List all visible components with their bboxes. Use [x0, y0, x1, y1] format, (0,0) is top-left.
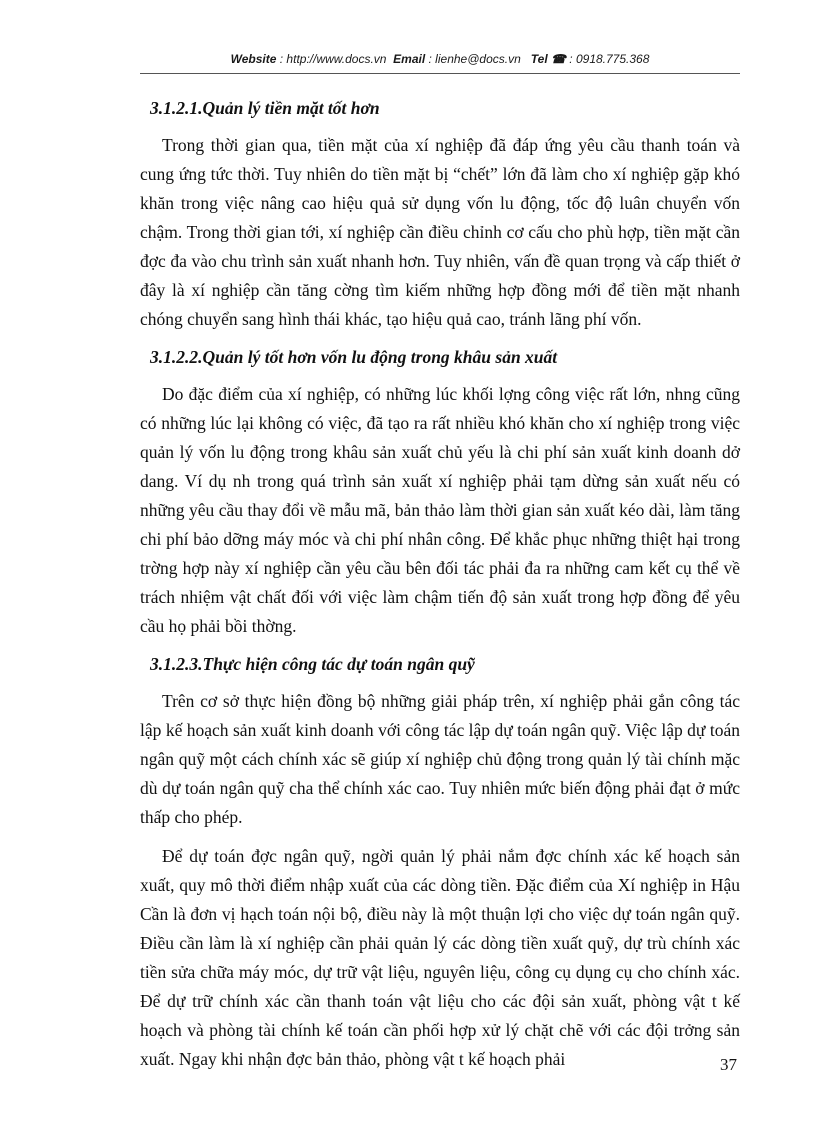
section-3-paragraph-1: Trên cơ sở thực hiện đồng bộ những giải pháp trên, xí nghiệp phải gắn công tác lập kế hoạch sản xuất kinh doanh với công tác lập dự toán ngân quỹ. Việc lập dự toán ngân quỹ một cách chính xác sẽ giúp xí nghiệp chủ động trong quản lý tài chính mặc dù dự toán ngân quỹ cha thể chính xác cao. Tuy nhiên mức biến động phải đạt ở mức thấp cho phép.	[140, 691, 740, 827]
section-heading-3: 3.1.2.3.Thực hiện công tác dự toán ngân quỹ	[150, 654, 475, 674]
header-divider	[140, 73, 740, 74]
tel-value: : 0918.775.368	[569, 52, 650, 66]
section-3-paragraph-2: Để dự toán đợc ngân quỹ, ngời quản lý phải nắm đợc chính xác kế hoạch sản xuất, quy mô thời điểm nhập xuất của các dòng tiền. Đặc điểm của Xí nghiệp in Hậu Cần là đơn vị hạch toán nội bộ, điều này là một thuận lợi cho việc dự toán ngân quỹ. Điều cần làm là xí nghiệp cần phải quản lý các dòng tiền xuất quỹ, dự trù chính xác tiền sửa chữa máy móc, dự trữ vật liệu, nguyên liệu, công cụ dụng cụ cho chính xác. Để dự trữ chính xác cần thanh toán vật liệu cho các đội sản xuất, phòng vật t kế hoạch và phòng tài chính kế toán cần phối hợp xử lý chặt chẽ với các đội trởng sản xuất. Ngay khi nhận đợc bản thảo, phòng vật t kế hoạch phải	[140, 846, 740, 1069]
section-heading-2: 3.1.2.2.Quản lý tốt hơn vốn lu động trong khâu sản xuất	[150, 347, 558, 367]
section-1-paragraph-1: Trong thời gian qua, tiền mặt của xí nghiệp đã đáp ứng yêu cầu thanh toán và cung ứng tức thời. Tuy nhiên do tiền mặt bị “chết” lớn đã làm cho xí nghiệp gặp khó khăn trong việc nâng cao hiệu quả sử dụng vốn lu động, tốc độ luân chuyển vốn chậm. Trong thời gian tới, xí nghiệp cần điều chỉnh cơ cấu cho phù hợp, tiền mặt cần đợc đa vào chu trình sản xuất nhanh hơn. Tuy nhiên, vấn đề quan trọng và cấp thiết ở đây là xí nghiệp cần tăng cờng tìm kiếm những hợp đồng mới để tiền mặt nhanh chóng chuyển sang hình thái khác, tạo hiệu quả cao, tránh lãng phí vốn.	[140, 135, 740, 329]
tel-label: Tel ☎	[530, 52, 566, 66]
website-value: : http://www.docs.vn	[279, 52, 387, 66]
page-number: 37	[720, 1055, 737, 1074]
section-heading-1: 3.1.2.1.Quản lý tiền mặt tốt hơn	[150, 98, 380, 118]
email-value: : lienhe@docs.vn	[428, 52, 521, 66]
page-header	[140, 52, 740, 66]
page-content	[140, 95, 740, 1084]
email-label: Email	[393, 52, 426, 66]
section-2-paragraph-1: Do đặc điểm của xí nghiệp, có những lúc khối lợng công việc rất lớn, nhng cũng có những lúc lại không có việc, đã tạo ra rất nhiều khó khăn cho xí nghiệp trong việc quản lý vốn lu động trong khâu sản xuất chủ yếu là chi phí sản xuất kinh doanh dở dang. Ví dụ nh trong quá trình sản xuất xí nghiệp phải tạm dừng sản xuất nếu có những yêu cầu thay đổi về mẫu mã, bản thảo làm thời gian sản xuất kéo dài, làm tăng chi phí bảo dỡng máy móc và chi phí nhân công. Để khắc phục những thiệt hại trong trờng hợp này xí nghiệp cần yêu cầu bên đối tác phải đa ra những cam kết cụ thể về trách nhiệm vật chất đối với việc làm chậm tiến độ sản xuất trong hợp đồng để yêu cầu họ phải bồi thờng.	[140, 384, 740, 636]
website-label: Website	[230, 52, 277, 66]
